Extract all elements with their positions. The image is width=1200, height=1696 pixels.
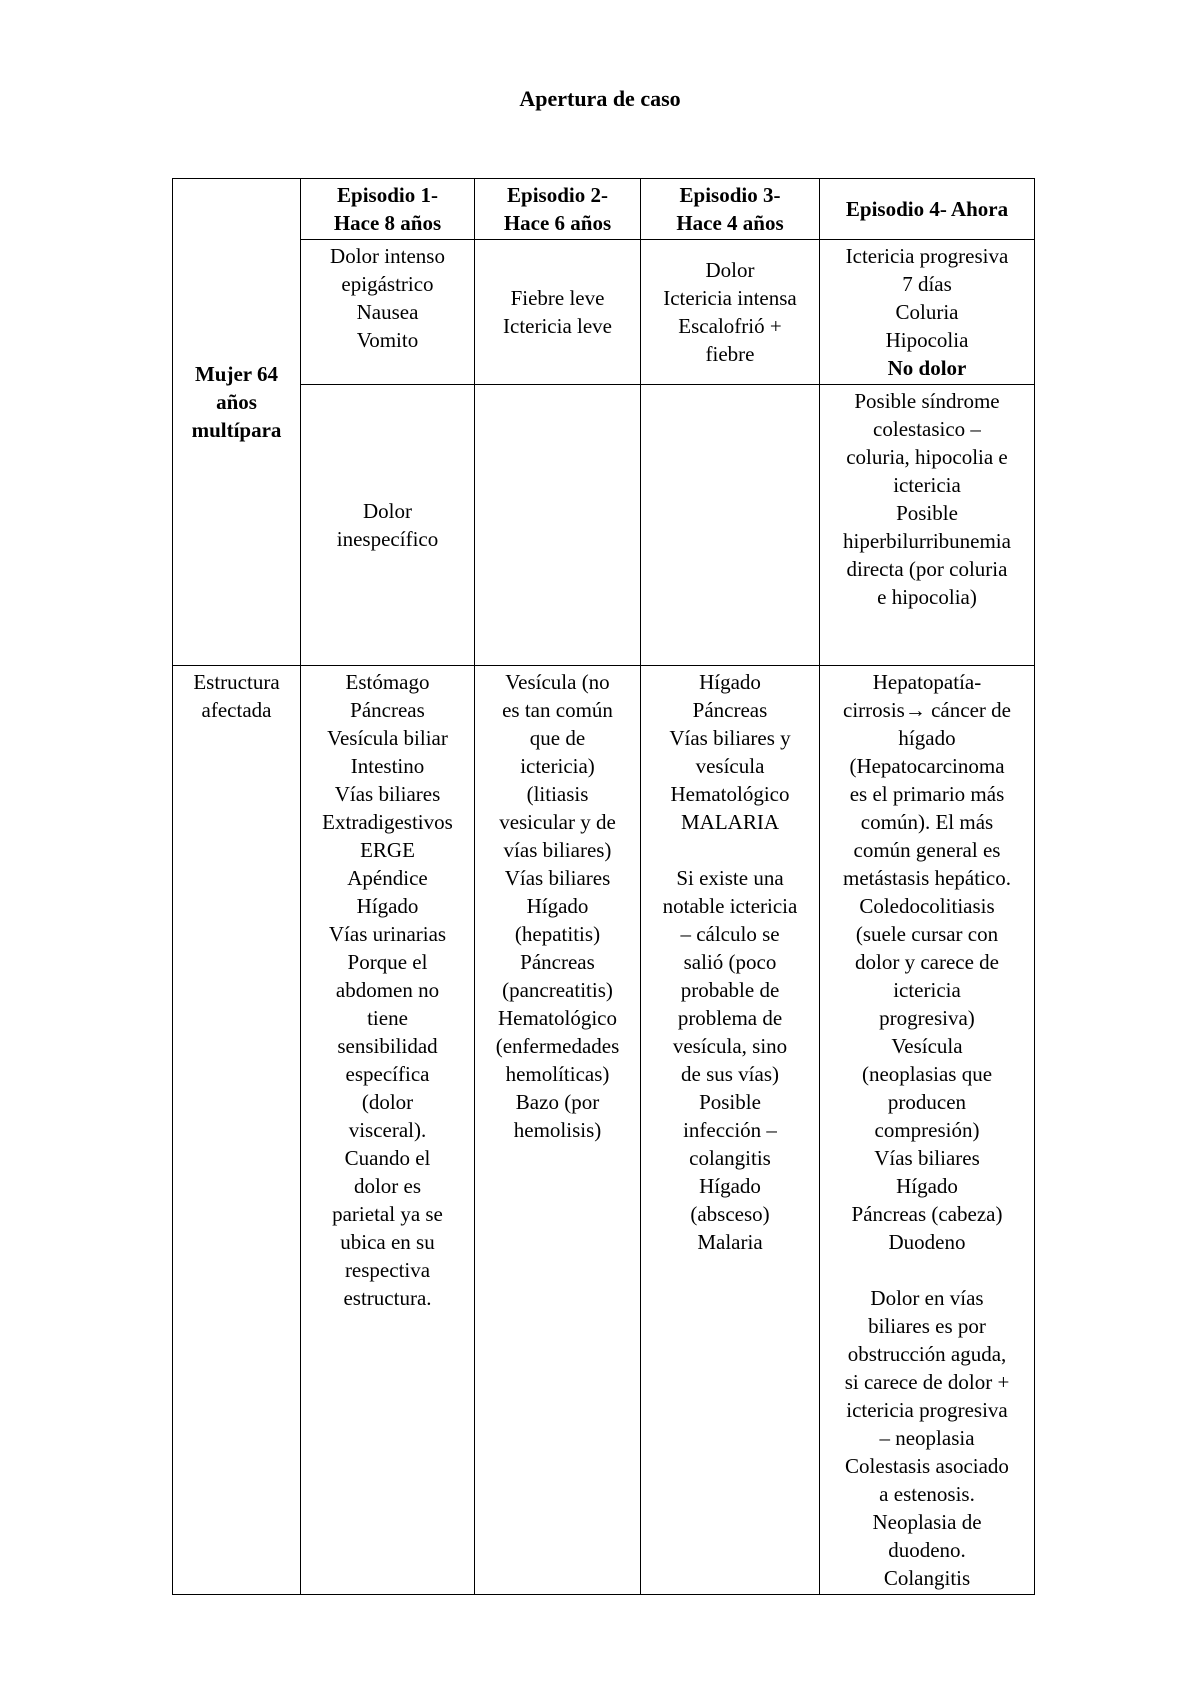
case-table [172, 178, 1035, 1595]
structure-episode-1: Estómago Páncreas Vesícula biliar Intestino Vías biliares Extradigestivos ERGE Apéndice Hígado Vías urinarias Porque el abdomen no tiene sensibilidad específica (dolor visceral). Cuando el dolor es parietal ya se ubica en su respectiva estructura. [301, 666, 475, 1595]
header-row [173, 179, 1035, 240]
symptoms-episode-4-text: Ictericia progresiva 7 días Coluria Hipocolia [845, 244, 1009, 352]
document-title: Apertura de caso [519, 86, 681, 111]
structure-episode-4: Hepatopatía- cirrosis→ cáncer de hígado (Hepatocarcinoma es el primario más común). El más común general es metástasis hepático. Coledocolitiasis (suele cursar con dolor y carece de ictericia progresiva) Vesícula (neoplasias que producen compresión) Vías biliares Hígado Páncreas (cabeza) Duodeno Dolor en vías biliares es por obstrucción aguda, si carece de dolor + ictericia progresiva – neoplasia Colestasis asociado a estenosis. Neoplasia de duodeno. Colangitis [820, 666, 1035, 1595]
analysis-episode-1: Dolor inespecífico [301, 385, 475, 666]
symptoms-episode-4 [820, 240, 1035, 385]
header-episode-4: Episodio 4- Ahora [820, 179, 1035, 240]
structure-label: Estructura afectada [173, 666, 301, 1595]
structure-episode-2: Vesícula (no es tan común que de ictericia) (litiasis vesicular y de vías biliares) Vías biliares Hígado (hepatitis) Páncreas (pancreatitis) Hematológico (enfermedades hemolíticas) Bazo (por hemolisis) [475, 666, 641, 1595]
patient-label: Mujer 64 años multípara [191, 362, 282, 442]
patient-cell [173, 179, 301, 666]
symptoms-episode-3: Dolor Ictericia intensa Escalofrió + fiebre [641, 240, 820, 385]
structure-episode-3: Hígado Páncreas Vías biliares y vesícula Hematológico MALARIA Si existe una notable ictericia – cálculo se salió (poco probable de problema de vesícula, sino de sus vías) Posible infección – colangitis Hígado (absceso) Malaria [641, 666, 820, 1595]
header-episode-2: Episodio 2- Hace 6 años [475, 179, 641, 240]
structure-row [173, 666, 1035, 1595]
analysis-episode-3 [641, 385, 820, 666]
analysis-row [173, 385, 1035, 666]
symptoms-row [173, 240, 1035, 385]
symptoms-episode-1: Dolor intenso epigástrico Nausea Vomito [301, 240, 475, 385]
analysis-episode-2 [475, 385, 641, 666]
header-episode-1: Episodio 1- Hace 8 años [301, 179, 475, 240]
analysis-episode-4: Posible síndrome colestasico – coluria, hipocolia e ictericia Posible hiperbilurribunemia directa (por coluria e hipocolia) [820, 385, 1035, 666]
header-episode-3: Episodio 3- Hace 4 años [641, 179, 820, 240]
symptoms-episode-2: Fiebre leve Ictericia leve [475, 240, 641, 385]
no-pain-label: No dolor [887, 356, 967, 380]
